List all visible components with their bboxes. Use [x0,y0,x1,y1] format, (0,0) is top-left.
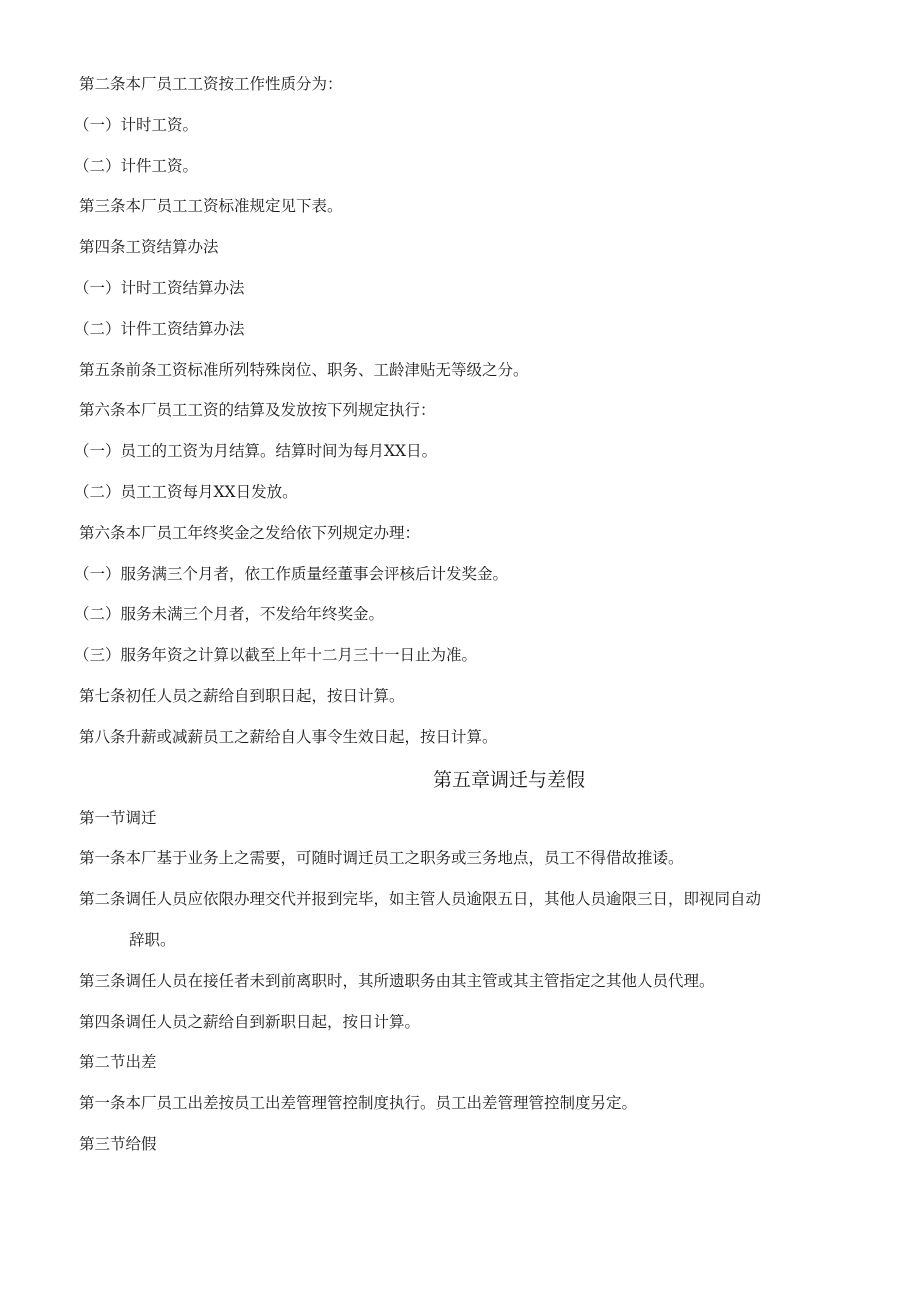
article-line: 第七条初任人员之薪给自到职日起，按日计算。 [79,686,405,705]
article-line: 第四条工资结算办法 [79,238,219,257]
clause-line: （一）计时工资结算办法 [74,278,245,297]
article-line: 第一条本厂基于业务上之需要，可随时调迁员工之职务或三务地点，员工不得借故推诿。 [79,849,684,868]
section-heading: 第一节调迁 [79,808,157,827]
section-heading: 第二节出差 [79,1053,157,1072]
article-line: 第五条前条工资标准所列特殊岗位、职务、工龄津贴无等级之分。 [79,360,529,379]
clause-line: （二）服务未满三个月者，不发给年终奖金。 [74,605,385,624]
article-line: 第八条升薪或减薪员工之薪给自人事令生效日起，按日计算。 [79,727,498,746]
article-line-continuation: 辞职。 [129,930,176,949]
chapter-title: 第五章调迁与差假 [432,768,585,791]
article-line: 第二条本厂员工工资按工作性质分为： [79,75,343,93]
article-line: 第三条调任人员在接任者未到前离职时，其所遗职务由其主管或其主管指定之其他人员代理。 [79,971,715,990]
article-line: 第三条本厂员工工资标准规定见下表。 [79,197,343,216]
article-line: 第四条调任人员之薪给自到新职日起，按日计算。 [79,1012,421,1031]
article-line: 第二条调任人员应依限办理交代并报到完毕，如主管人员逾限五日，其他人员逾限三日，即视同自动 [79,890,762,909]
article-line: 第一条本厂员工出差按员工出差管理管控制度执行。员工出差管理管控制度另定。 [79,1094,638,1113]
article-line: 第六条本厂员工年终奖金之发给依下列规定办理： [79,523,421,542]
clause-line: （一）计时工资。 [74,115,199,134]
clause-line: （一）员工的工资为月结算。结算时间为每月XX日。 [74,442,438,461]
article-line: 第六条本厂员工工资的结算及发放按下列规定执行： [79,401,436,420]
document-body [74,74,859,1175]
clause-line: （二）计件工资。 [74,156,199,175]
clause-line: （二）计件工资结算办法 [74,319,245,338]
section-heading: 第三节给假 [79,1134,157,1153]
clause-line: （二）员工工资每月XX日发放。 [74,482,298,501]
clause-line: （一）服务满三个月者，依工作质量经董事会评核后计发奖金。 [74,564,509,583]
clause-line: （三）服务年资之计算以截至上年十二月三十一日止为准。 [74,646,478,665]
